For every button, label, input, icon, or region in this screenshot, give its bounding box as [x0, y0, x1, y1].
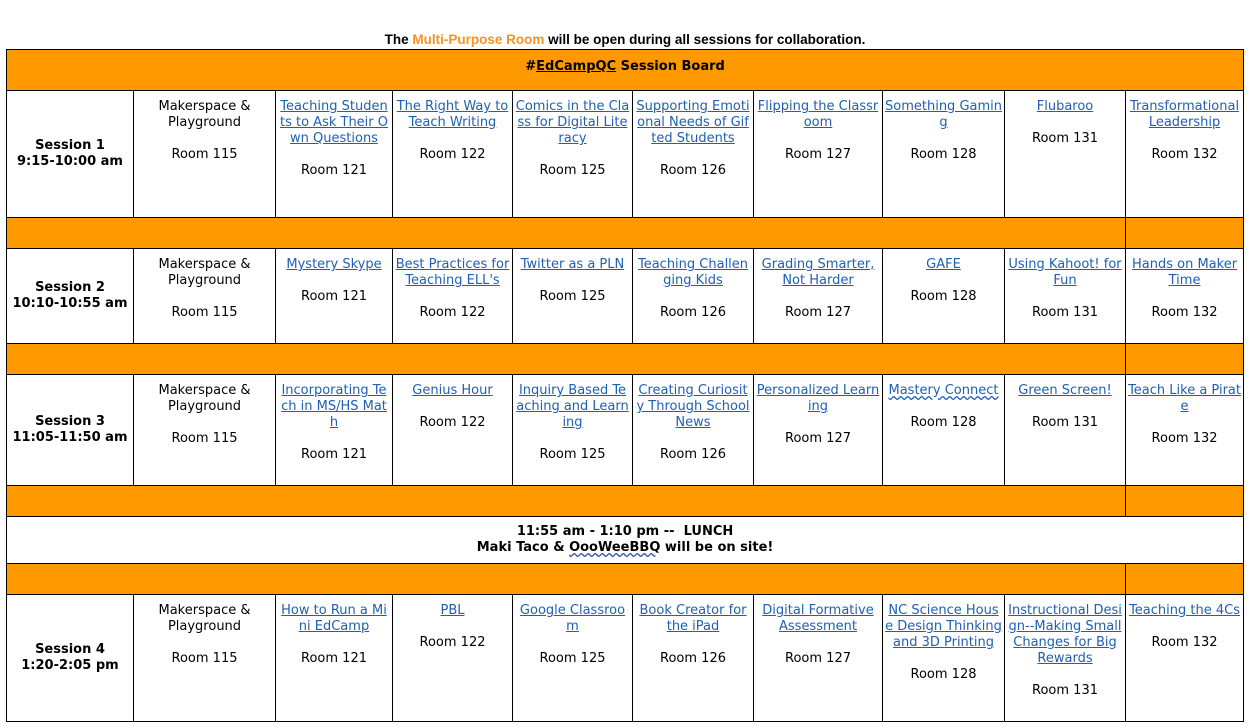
board-title-tag: EdCampQC: [536, 59, 617, 74]
lunch-vendors: [7, 540, 1243, 556]
multi-purpose-room-highlight: Multi-Purpose Room: [412, 32, 545, 47]
room-number: Room 122: [419, 415, 486, 430]
room-number: Room 121: [301, 289, 367, 304]
session-title: Makerspace & Playground: [158, 603, 251, 634]
session-cell: [393, 91, 513, 218]
room-number: Room 132: [1151, 431, 1218, 446]
session-cell: [883, 249, 1005, 344]
session-cell: [276, 91, 393, 218]
session-cell: [276, 375, 393, 486]
session-cell: [393, 249, 513, 344]
session-row: [7, 595, 1244, 722]
room-number: Room 125: [539, 447, 606, 462]
room-number: Room 126: [660, 163, 726, 178]
session-row: [7, 91, 1244, 218]
session-cell: [393, 595, 513, 722]
session-title-link[interactable]: Twitter as a PLN: [520, 257, 625, 272]
room-number: Room 132: [1151, 635, 1218, 650]
session-title-link[interactable]: Supporting Emotional Needs of Gifted Students: [636, 99, 750, 146]
session-cell: [883, 91, 1005, 218]
session-title-link[interactable]: Creating Curiosity Through School News: [636, 383, 750, 430]
session-title-link[interactable]: Comics in the Class for Digital Literacy: [515, 99, 630, 146]
room-number: Room 127: [785, 147, 851, 162]
session-header: [7, 249, 134, 344]
room-number: Room 115: [171, 431, 238, 446]
lunch-row: [7, 517, 1244, 564]
session-title-link[interactable]: Teach Like a Pirate: [1128, 383, 1241, 414]
lunch-vendor-prefix: Maki Taco &: [476, 540, 570, 555]
band-cell-end: [1126, 564, 1244, 595]
session-header: [7, 595, 134, 722]
session-title-link[interactable]: Green Screen!: [1018, 383, 1112, 398]
session-cell: [1005, 375, 1126, 486]
board-title-suffix: Session Board: [616, 59, 725, 74]
room-number: Room 125: [539, 163, 606, 178]
session-title-link[interactable]: Teaching the 4Cs: [1129, 603, 1240, 618]
band-cell-end: [1126, 344, 1244, 375]
room-number: Room 132: [1151, 305, 1218, 320]
session-cell: [134, 91, 276, 218]
session-cell: [754, 91, 883, 218]
session-cell: [513, 91, 633, 218]
session-cell: [513, 249, 633, 344]
session-label: Session 2: [35, 280, 105, 295]
room-number: Room 122: [419, 147, 486, 162]
room-number: Room 122: [419, 635, 486, 650]
session-title-link[interactable]: Mystery Skype: [286, 257, 382, 272]
room-number: Room 121: [301, 651, 367, 666]
session-title-link[interactable]: Inquiry Based Teaching and Learning: [516, 383, 629, 430]
room-number: Room 128: [910, 289, 977, 304]
room-number: Room 127: [785, 431, 851, 446]
session-cell: [754, 375, 883, 486]
band-cell-end: [1126, 218, 1244, 249]
separator-band: [7, 344, 1244, 375]
session-cell: [1005, 595, 1126, 722]
session-title-link[interactable]: Using Kahoot! for Fun: [1008, 257, 1122, 288]
session-row: [7, 249, 1244, 344]
room-number: Room 126: [660, 305, 726, 320]
session-time: 10:10-10:55 am: [12, 296, 128, 311]
session-title-link[interactable]: Instructional Design--Making Small Changes for Big Rewards: [1008, 603, 1122, 666]
band-cell: [7, 564, 1126, 595]
session-title-link[interactable]: Book Creator for the iPad: [639, 603, 747, 634]
room-number: Room 128: [910, 147, 977, 162]
collaboration-notice: [0, 32, 1250, 47]
session-cell: [1005, 91, 1126, 218]
room-number: Room 121: [301, 447, 367, 462]
session-header: [7, 91, 134, 218]
session-label: Session 1: [35, 138, 105, 153]
lunch-vendor-name: OooWeeBBQ: [569, 540, 661, 555]
session-cell: [276, 249, 393, 344]
board-body: [7, 50, 1244, 722]
room-number: Room 131: [1032, 305, 1098, 320]
room-number: Room 115: [171, 305, 238, 320]
title-row: [7, 50, 1244, 91]
session-title-link[interactable]: How to Run a Mini EdCamp: [281, 603, 387, 634]
lunch-vendor-suffix: will be on site!: [660, 540, 774, 555]
session-cell: [633, 595, 754, 722]
session-cell: [276, 595, 393, 722]
session-title: Makerspace & Playground: [158, 99, 251, 130]
session-cell: [883, 375, 1005, 486]
board-title: [7, 50, 1244, 91]
room-number: Room 128: [910, 667, 977, 682]
session-cell: [513, 375, 633, 486]
session-time: 9:15-10:00 am: [17, 154, 123, 169]
session-cell: [134, 249, 276, 344]
band-cell: [7, 218, 1126, 249]
session-cell: [633, 249, 754, 344]
room-number: Room 125: [539, 289, 606, 304]
session-title-link[interactable]: Transformational Leadership: [1129, 99, 1240, 130]
session-label: Session 4: [35, 642, 105, 657]
session-cell: [513, 595, 633, 722]
room-number: Room 127: [785, 305, 851, 320]
separator-band: [7, 218, 1244, 249]
session-header: [7, 375, 134, 486]
room-number: Room 131: [1032, 683, 1098, 698]
session-cell: [1005, 249, 1126, 344]
session-cell: [633, 91, 754, 218]
room-number: Room 127: [785, 651, 851, 666]
session-cell: [754, 249, 883, 344]
session-title-link[interactable]: Hands on Maker Time: [1132, 257, 1238, 288]
session-cell: [134, 375, 276, 486]
session-title-link[interactable]: Google Classroom: [519, 603, 626, 634]
lunch-cell: [7, 517, 1244, 564]
room-number: Room 131: [1032, 415, 1098, 430]
separator-band: [7, 564, 1244, 595]
session-title-link[interactable]: Teaching Challenging Kids: [637, 257, 749, 288]
session-title-link[interactable]: Personalized Learning: [756, 383, 880, 414]
session-label: Session 3: [35, 414, 105, 429]
session-title-link[interactable]: The Right Way to Teach Writing: [396, 99, 509, 130]
session-title-link[interactable]: Grading Smarter, Not Harder: [761, 257, 875, 288]
room-number: Room 125: [539, 651, 606, 666]
lunch-time: 11:55 am - 1:10 pm -- LUNCH: [516, 524, 734, 539]
session-cell: [393, 375, 513, 486]
room-number: Room 131: [1032, 131, 1098, 146]
session-title-link[interactable]: Flipping the Classroom: [757, 99, 879, 130]
session-title-link[interactable]: Incorporating Tech in MS/HS Math: [281, 383, 387, 430]
session-time: 11:05-11:50 am: [12, 430, 128, 445]
session-title-link[interactable]: PBL: [440, 603, 465, 618]
session-title-link[interactable]: Teaching Students to Ask Their Own Questions: [279, 99, 388, 146]
session-cell: [883, 595, 1005, 722]
board-title-prefix: #: [525, 59, 537, 74]
session-cell: [134, 595, 276, 722]
separator-band: [7, 486, 1244, 517]
session-time: 1:20-2:05 pm: [21, 658, 119, 673]
notice-suffix: will be open during all sessions for collaboration.: [544, 32, 866, 47]
room-number: Room 128: [910, 415, 977, 430]
session-title: Makerspace & Playground: [158, 383, 251, 414]
notice-prefix: The: [384, 32, 413, 47]
session-title-link[interactable]: Digital Formative Assessment: [762, 603, 874, 634]
session-cell: [754, 595, 883, 722]
room-number: Room 132: [1151, 147, 1218, 162]
session-cell: [1126, 375, 1244, 486]
session-title-link[interactable]: Flubaroo: [1036, 99, 1094, 114]
session-board-table: [6, 49, 1244, 722]
session-title-link[interactable]: Mastery Connect: [888, 383, 999, 398]
room-number: Room 115: [171, 651, 238, 666]
session-title-link[interactable]: GAFE: [926, 257, 961, 272]
session-cell: [1126, 91, 1244, 218]
session-title: Makerspace & Playground: [158, 257, 251, 288]
band-cell: [7, 344, 1126, 375]
session-cell: [633, 375, 754, 486]
room-number: Room 126: [660, 651, 726, 666]
room-number: Room 121: [301, 163, 367, 178]
session-title-link[interactable]: Something Gaming: [885, 99, 1002, 130]
room-number: Room 126: [660, 447, 726, 462]
session-title-link[interactable]: Best Practices for Teaching ELL's: [395, 257, 510, 288]
session-cell: [1126, 595, 1244, 722]
band-cell: [7, 486, 1126, 517]
session-title-link[interactable]: NC Science House Design Thinking and 3D Printing: [885, 603, 1002, 650]
session-title-link[interactable]: Genius Hour: [412, 383, 493, 398]
band-cell-end: [1126, 486, 1244, 517]
session-row: [7, 375, 1244, 486]
session-cell: [1126, 249, 1244, 344]
room-number: Room 122: [419, 305, 486, 320]
room-number: Room 115: [171, 147, 238, 162]
